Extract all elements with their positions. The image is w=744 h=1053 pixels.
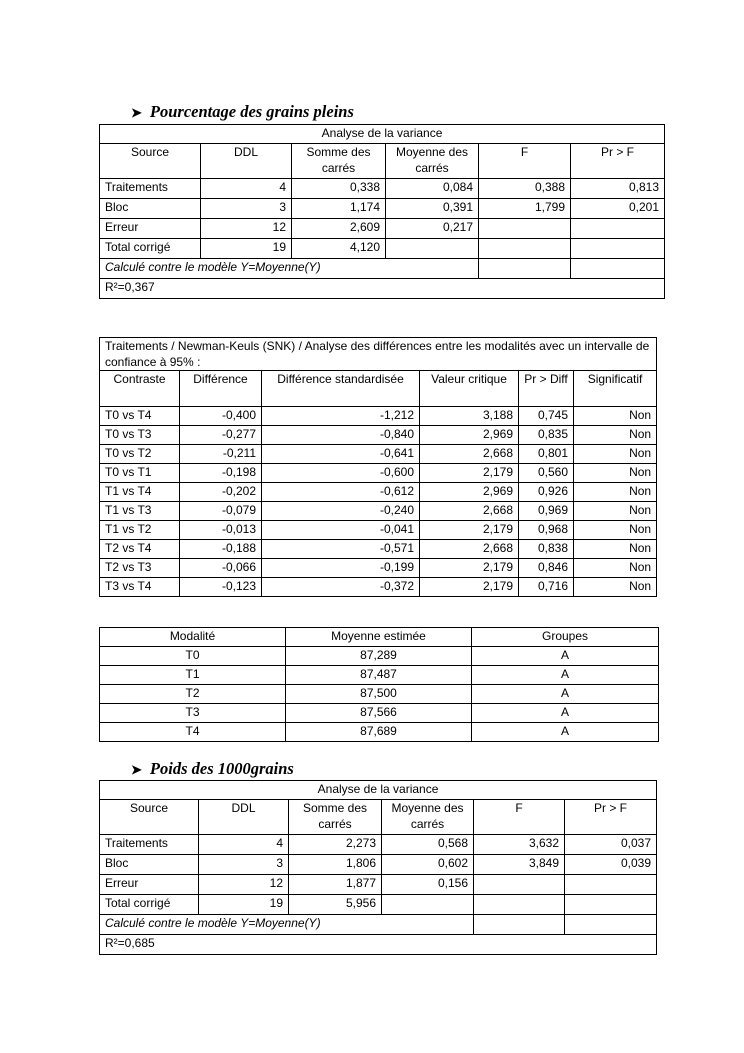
table-cell: -0,840 <box>262 426 420 445</box>
table-cell: 0,813 <box>571 179 665 199</box>
table-cell: T4 <box>100 723 286 742</box>
table-cell: -0,600 <box>262 464 420 483</box>
table-cell: Non <box>574 464 657 483</box>
table-cell <box>382 895 474 915</box>
anova-table-poids-1000-grains <box>99 780 657 955</box>
table-row <box>100 875 657 895</box>
table-cell: 12 <box>199 875 289 895</box>
table-cell: 2,668 <box>420 540 519 559</box>
r-squared: R²=0,685 <box>100 935 657 955</box>
table-cell: 3,188 <box>420 407 519 426</box>
anova-table-grains-pleins <box>99 124 665 299</box>
table-cell <box>474 875 565 895</box>
table-cell: 5,956 <box>289 895 382 915</box>
table-cell: 87,689 <box>286 723 472 742</box>
table-cell: -0,079 <box>180 502 262 521</box>
table-cell: 1,174 <box>292 199 386 219</box>
column-header: Pr > Diff <box>519 371 574 407</box>
table-cell: 2,273 <box>289 835 382 855</box>
table-cell: 0,391 <box>386 199 479 219</box>
table-cell: -0,400 <box>180 407 262 426</box>
table-row <box>100 426 657 445</box>
table-cell: 2,969 <box>420 483 519 502</box>
table-row <box>100 578 657 597</box>
table-cell: A <box>472 666 659 685</box>
table-cell <box>386 239 479 259</box>
table-row <box>100 199 665 219</box>
section-heading-grains-pleins <box>131 102 354 122</box>
table-cell: -0,372 <box>262 578 420 597</box>
table-cell: 0,716 <box>519 578 574 597</box>
table-cell: 0,835 <box>519 426 574 445</box>
table-cell: -0,571 <box>262 540 420 559</box>
column-header: DDL <box>199 800 289 835</box>
table-cell: T0 vs T4 <box>100 407 180 426</box>
table-cell: 0,969 <box>519 502 574 521</box>
table-cell: Non <box>574 483 657 502</box>
column-header: Somme des carrés <box>292 144 386 179</box>
table-cell: A <box>472 723 659 742</box>
table-cell: Non <box>574 407 657 426</box>
table-cell: Traitements <box>100 835 199 855</box>
section-title: Poids des 1000grains <box>149 759 294 778</box>
table-cell: 87,500 <box>286 685 472 704</box>
empty-cell <box>479 259 571 279</box>
table-cell: T1 <box>100 666 286 685</box>
table-cell: 0,846 <box>519 559 574 578</box>
table-cell: 0,201 <box>571 199 665 219</box>
table-row <box>100 179 665 199</box>
table-cell: 0,338 <box>292 179 386 199</box>
table-cell <box>474 895 565 915</box>
table-cell: 0,084 <box>386 179 479 199</box>
empty-cell <box>571 259 665 279</box>
column-header: Différence standardisée <box>262 371 420 407</box>
table-cell: T2 vs T4 <box>100 540 180 559</box>
table-cell: T0 <box>100 647 286 666</box>
table-cell: 2,969 <box>420 426 519 445</box>
arrow-bullet-icon: ➤ <box>131 762 142 777</box>
table-cell: Erreur <box>100 875 199 895</box>
table-caption: Analyse de la variance <box>100 781 657 800</box>
table-cell: 4,120 <box>292 239 386 259</box>
table-cell: T0 vs T2 <box>100 445 180 464</box>
table-cell <box>571 239 665 259</box>
table-row <box>100 855 657 875</box>
column-header: Moyenne des carrés <box>386 144 479 179</box>
table-cell <box>479 239 571 259</box>
table-cell: 3 <box>199 855 289 875</box>
table-caption: Traitements / Newman-Keuls (SNK) / Analyse des différences entre les modalités avec un intervalle de confiance à 95% : <box>100 338 657 371</box>
table-cell: Non <box>574 578 657 597</box>
table-cell: 3,849 <box>474 855 565 875</box>
table-cell: 0,745 <box>519 407 574 426</box>
table-cell: T1 vs T3 <box>100 502 180 521</box>
table-cell: -0,066 <box>180 559 262 578</box>
column-header: Somme des carrés <box>289 800 382 835</box>
table-cell: 0,217 <box>386 219 479 239</box>
groups-table <box>99 627 659 742</box>
table-cell: 1,806 <box>289 855 382 875</box>
table-cell: 0,568 <box>382 835 474 855</box>
table-cell: T2 <box>100 685 286 704</box>
table-cell: 2,668 <box>420 502 519 521</box>
table-cell: T0 vs T3 <box>100 426 180 445</box>
table-cell: -0,013 <box>180 521 262 540</box>
snk-table <box>99 337 657 597</box>
table-cell: 0,037 <box>565 835 657 855</box>
column-header: Moyenne estimée <box>286 628 472 647</box>
table-cell: -1,212 <box>262 407 420 426</box>
table-cell: -0,198 <box>180 464 262 483</box>
column-header: DDL <box>201 144 292 179</box>
table-cell: 0,388 <box>479 179 571 199</box>
arrow-bullet-icon: ➤ <box>131 105 142 120</box>
table-cell: 87,487 <box>286 666 472 685</box>
table-cell: 0,560 <box>519 464 574 483</box>
table-row <box>100 219 665 239</box>
table-cell: 0,602 <box>382 855 474 875</box>
column-header: Modalité <box>100 628 286 647</box>
table-row <box>100 445 657 464</box>
table-cell: A <box>472 685 659 704</box>
column-header: Pr > F <box>571 144 665 179</box>
table-cell: 3 <box>201 199 292 219</box>
column-header: Source <box>100 800 199 835</box>
table-cell: 0,039 <box>565 855 657 875</box>
column-header: Valeur critique <box>420 371 519 407</box>
table-cell: 19 <box>201 239 292 259</box>
column-header: Significatif <box>574 371 657 407</box>
empty-cell <box>474 915 565 935</box>
column-header: Source <box>100 144 201 179</box>
table-cell: 4 <box>199 835 289 855</box>
table-cell: Non <box>574 502 657 521</box>
table-row <box>100 540 657 559</box>
table-cell: 19 <box>199 895 289 915</box>
r-squared: R²=0,367 <box>100 279 665 299</box>
table-cell: Non <box>574 559 657 578</box>
table-cell: 1,799 <box>479 199 571 219</box>
table-cell: 4 <box>201 179 292 199</box>
table-cell <box>565 875 657 895</box>
table-cell: Bloc <box>100 855 199 875</box>
table-cell: 87,566 <box>286 704 472 723</box>
table-cell: Total corrigé <box>100 895 199 915</box>
table-cell: A <box>472 647 659 666</box>
model-note: Calculé contre le modèle Y=Moyenne(Y) <box>100 259 479 279</box>
table-row <box>100 723 659 742</box>
table-cell: 0,801 <box>519 445 574 464</box>
table-cell: T3 vs T4 <box>100 578 180 597</box>
table-cell: 12 <box>201 219 292 239</box>
table-cell: 1,877 <box>289 875 382 895</box>
table-caption: Analyse de la variance <box>100 125 665 144</box>
table-cell: -0,188 <box>180 540 262 559</box>
table-cell: -0,240 <box>262 502 420 521</box>
table-cell: Non <box>574 540 657 559</box>
table-cell: Non <box>574 426 657 445</box>
table-cell: 2,179 <box>420 559 519 578</box>
table-cell: Bloc <box>100 199 201 219</box>
table-row <box>100 895 657 915</box>
table-row <box>100 239 665 259</box>
table-cell: -0,641 <box>262 445 420 464</box>
column-header: F <box>479 144 571 179</box>
column-header: Moyenne des carrés <box>382 800 474 835</box>
table-cell: Erreur <box>100 219 201 239</box>
table-cell: Traitements <box>100 179 201 199</box>
table-cell <box>565 895 657 915</box>
table-cell: -0,199 <box>262 559 420 578</box>
table-cell: -0,202 <box>180 483 262 502</box>
table-cell: -0,041 <box>262 521 420 540</box>
table-cell: 0,156 <box>382 875 474 895</box>
table-cell: T1 vs T4 <box>100 483 180 502</box>
table-row <box>100 559 657 578</box>
table-cell: A <box>472 704 659 723</box>
table-cell: Total corrigé <box>100 239 201 259</box>
table-cell: 2,609 <box>292 219 386 239</box>
table-row <box>100 685 659 704</box>
column-header: F <box>474 800 565 835</box>
table-cell: Non <box>574 445 657 464</box>
table-row <box>100 521 657 540</box>
table-cell: T2 vs T3 <box>100 559 180 578</box>
empty-cell <box>565 915 657 935</box>
table-cell: -0,277 <box>180 426 262 445</box>
column-header: Pr > F <box>565 800 657 835</box>
table-cell: Non <box>574 521 657 540</box>
column-header: Différence <box>180 371 262 407</box>
table-cell: 0,926 <box>519 483 574 502</box>
table-cell: T0 vs T1 <box>100 464 180 483</box>
table-row <box>100 483 657 502</box>
table-cell: 2,179 <box>420 464 519 483</box>
table-cell: T1 vs T2 <box>100 521 180 540</box>
table-cell: 0,968 <box>519 521 574 540</box>
table-cell: -0,123 <box>180 578 262 597</box>
table-cell: 0,838 <box>519 540 574 559</box>
table-cell: T3 <box>100 704 286 723</box>
table-row <box>100 704 659 723</box>
column-header: Contraste <box>100 371 180 407</box>
table-cell <box>571 219 665 239</box>
table-cell: 2,179 <box>420 521 519 540</box>
section-title: Pourcentage des grains pleins <box>149 102 354 121</box>
table-cell: 2,668 <box>420 445 519 464</box>
table-row <box>100 407 657 426</box>
column-header: Groupes <box>472 628 659 647</box>
table-row <box>100 666 659 685</box>
section-heading-poids-1000-grains <box>131 759 294 779</box>
table-row <box>100 647 659 666</box>
table-row <box>100 464 657 483</box>
model-note: Calculé contre le modèle Y=Moyenne(Y) <box>100 915 474 935</box>
table-cell: 2,179 <box>420 578 519 597</box>
table-row <box>100 502 657 521</box>
table-cell: 3,632 <box>474 835 565 855</box>
table-row <box>100 835 657 855</box>
table-cell: -0,211 <box>180 445 262 464</box>
table-cell <box>479 219 571 239</box>
table-cell: -0,612 <box>262 483 420 502</box>
table-cell: 87,289 <box>286 647 472 666</box>
